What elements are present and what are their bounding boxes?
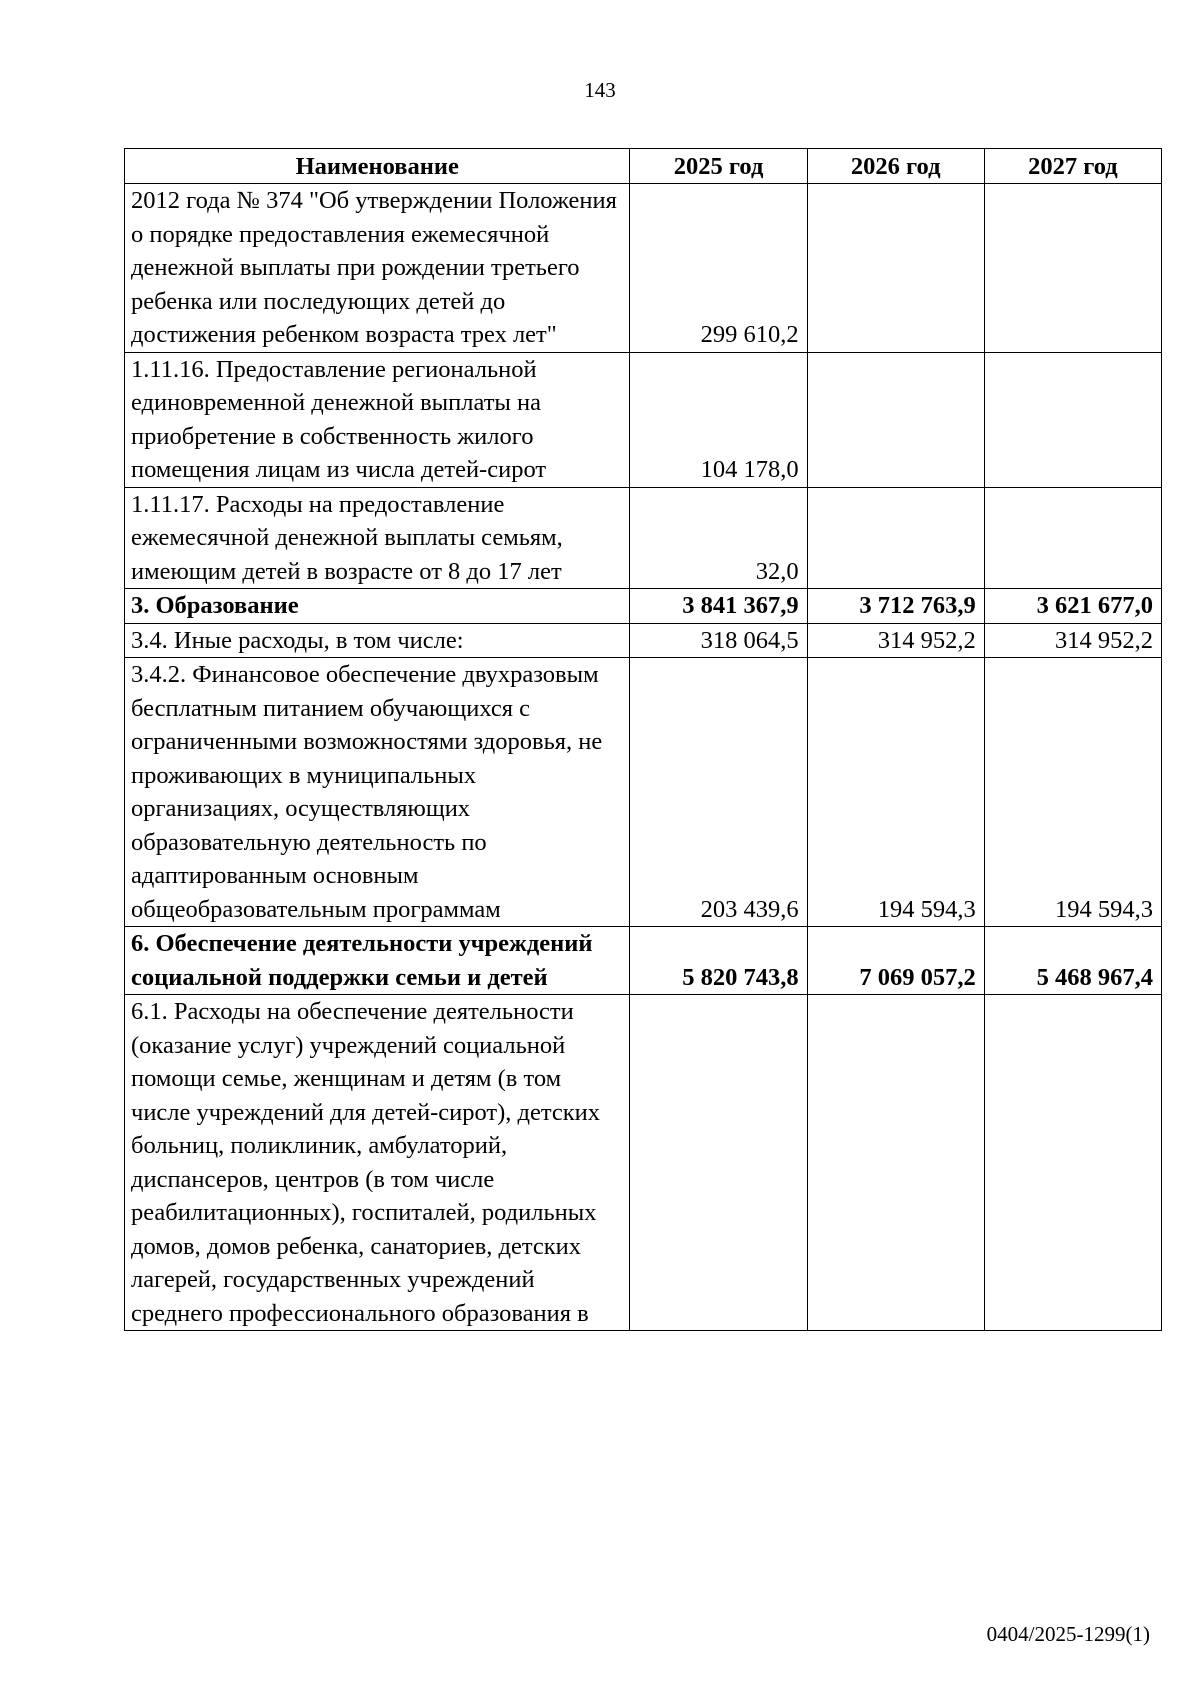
row-value-2026 — [807, 487, 984, 589]
row-name-cell: 3. Образование — [125, 589, 630, 624]
row-value-2025: 299 610,2 — [630, 184, 807, 353]
table-row — [125, 995, 1162, 1331]
table-row — [125, 589, 1162, 624]
row-value-2026: 3 712 763,9 — [807, 589, 984, 624]
table-row — [125, 352, 1162, 487]
row-value-2026: 314 952,2 — [807, 623, 984, 658]
row-value-2027 — [984, 995, 1161, 1331]
row-value-2027 — [984, 352, 1161, 487]
row-value-2027: 3 621 677,0 — [984, 589, 1161, 624]
row-value-2026: 7 069 057,2 — [807, 927, 984, 995]
row-name-cell: 1.11.17. Расходы на предоставление ежемесячной денежной выплаты семьям, имеющим детей в возрасте от 8 до 17 лет — [125, 487, 630, 589]
row-name-cell: 3.4.2. Финансовое обеспечение двухразовым бесплатным питанием обучающихся с ограниченными возможностями здоровья, не проживающих в муниципальных организациях, осуществляющих образовательную деятельность по адаптированным основным общеобразовательным программам — [125, 658, 630, 927]
table-row — [125, 927, 1162, 995]
table-header-row — [125, 149, 1162, 184]
row-value-2026 — [807, 352, 984, 487]
page-number: 143 — [584, 78, 616, 102]
row-name-cell: 1.11.16. Предоставление региональной единовременной денежной выплаты на приобретение в собственность жилого помещения лицам из числа детей-сирот — [125, 352, 630, 487]
header-2025: 2025 год — [630, 149, 807, 184]
table-row — [125, 623, 1162, 658]
row-name-cell: 6. Обеспечение деятельности учреждений социальной поддержки семьи и детей — [125, 927, 630, 995]
header-2027: 2027 год — [984, 149, 1161, 184]
row-value-2027: 194 594,3 — [984, 658, 1161, 927]
row-value-2025: 3 841 367,9 — [630, 589, 807, 624]
budget-table — [124, 148, 1162, 1331]
row-value-2026: 194 594,3 — [807, 658, 984, 927]
row-value-2025 — [630, 995, 807, 1331]
row-value-2025: 203 439,6 — [630, 658, 807, 927]
row-value-2025: 32,0 — [630, 487, 807, 589]
row-name-cell: 3.4. Иные расходы, в том числе: — [125, 623, 630, 658]
row-value-2025: 5 820 743,8 — [630, 927, 807, 995]
document-code: 0404/2025-1299(1) — [986, 1622, 1150, 1646]
row-value-2027: 5 468 967,4 — [984, 927, 1161, 995]
table-row — [125, 658, 1162, 927]
row-name-cell: 6.1. Расходы на обеспечение деятельности (оказание услуг) учреждений социальной помощи семье, женщинам и детям (в том числе учреждений для детей-сирот), детских больниц, поликлиник, амбулаторий, диспансеров, центров (в том числе реабилитационных), госпиталей, родильных домов, домов ребенка, санаториев, детских лагерей, государственных учреждений среднего профессионального образования в — [125, 995, 630, 1331]
row-value-2027: 314 952,2 — [984, 623, 1161, 658]
header-2026: 2026 год — [807, 149, 984, 184]
row-value-2025: 318 064,5 — [630, 623, 807, 658]
header-name: Наименование — [125, 149, 630, 184]
row-value-2026 — [807, 184, 984, 353]
table-row — [125, 487, 1162, 589]
table-body — [125, 184, 1162, 1331]
table-row — [125, 184, 1162, 353]
row-name-cell: 2012 года № 374 "Об утверждении Положения о порядке предоставления ежемесячной денежной выплаты при рождении третьего ребенка или последующих детей до достижения ребенком возраста трех лет" — [125, 184, 630, 353]
row-value-2027 — [984, 184, 1161, 353]
row-value-2027 — [984, 487, 1161, 589]
row-value-2026 — [807, 995, 984, 1331]
row-value-2025: 104 178,0 — [630, 352, 807, 487]
